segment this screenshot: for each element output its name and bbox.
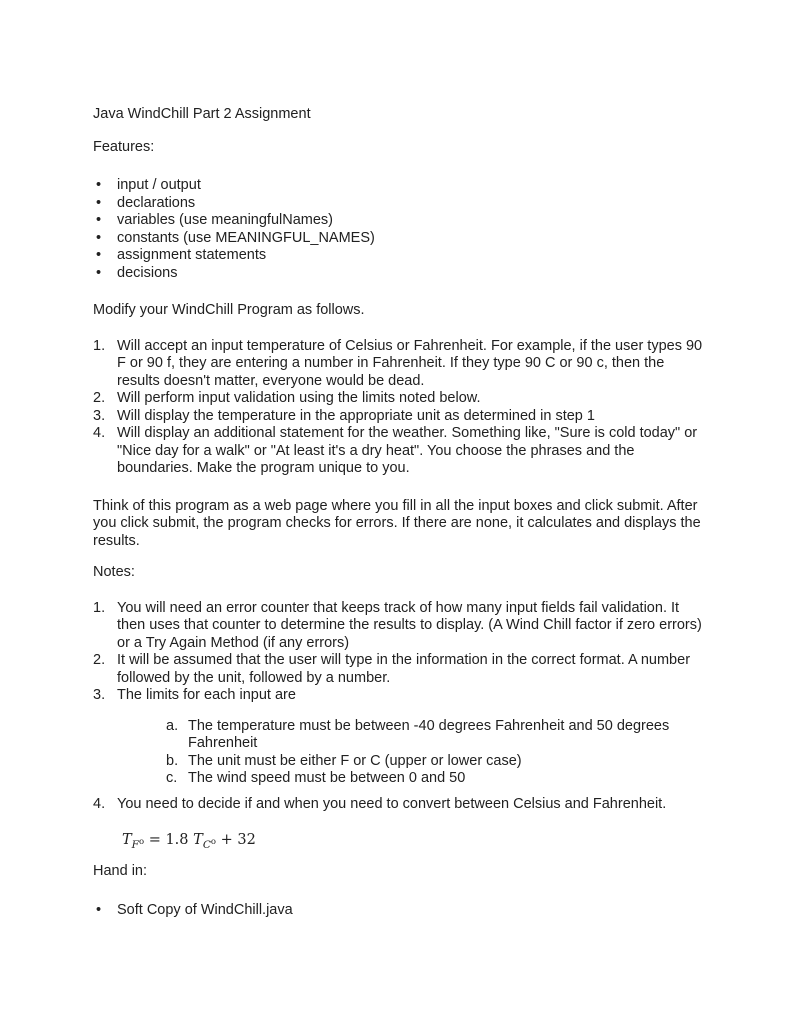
list-item [93,687,703,705]
modify-list [93,338,703,478]
list-item-text: The limits for each input are [117,687,296,703]
limits-sub-list [166,718,703,788]
list-letter: c. [166,770,178,786]
body-paragraph: Think of this program as a web page where you fill in all the input boxes and click submit. After you click submit, the program checks for errors. If there are none, it calculates and displays the results. [93,497,701,549]
list-number: 4. [93,425,106,441]
bullet-icon: • [96,229,102,246]
list-item [166,770,703,788]
list-item [93,902,703,920]
list-item [93,652,703,687]
list-item-text: declarations [117,194,196,211]
list-item-text: input / output [117,177,201,193]
list-number: 3. [93,687,106,703]
list-item [93,425,703,478]
list-item-text: constants (use MEANINGFUL_NAMES) [117,229,375,246]
bullet-icon: • [96,264,102,281]
bullet-icon: • [96,901,102,918]
list-number: 2. [93,652,106,668]
list-letter: b. [166,752,179,769]
list-item-text: Soft Copy of WindChill.java [117,901,293,918]
formula-variable: T [122,832,132,848]
list-item [93,230,703,248]
list-item [93,338,703,391]
list-item [93,796,703,814]
bullet-icon: • [96,177,102,193]
handin-list [93,902,703,920]
list-item [93,247,703,265]
list-number: 1. [93,337,106,354]
list-number: 1. [93,599,106,616]
formula-operator: + 32 [220,832,256,848]
list-number: 3. [93,407,106,424]
list-item [93,600,703,653]
list-item [93,390,703,408]
list-item [93,265,703,283]
list-item-text: variables (use meaningfulNames) [117,212,333,228]
modify-heading: Modify your WindChill Program as follows. [93,302,365,318]
features-heading: Features: [93,138,155,155]
list-item [93,408,703,426]
list-item [166,753,703,771]
formula-subscript: Fo [131,836,145,851]
list-item-text: The temperature must be between -40 degrees Fahrenheit and 50 degrees Fahrenheit [188,717,670,751]
bullet-icon: • [96,194,102,211]
notes-list [93,600,703,814]
conversion-formula [122,831,703,849]
list-item-text: Will display an additional statement for the weather. Something like, "Sure is cold today" or "Nice day for a walk" or "At least it's a dry heat". You choose the phrases and the boundaries. Make the program unique to you. [117,425,698,476]
list-number: 4. [93,795,106,812]
list-item-text: assignment statements [117,247,267,263]
formula-subscript: Co [202,836,216,851]
list-item-text: You need to decide if and when you need to convert between Celsius and Fahrenheit. [117,795,667,812]
list-item-text: decisions [117,264,178,281]
list-letter: a. [166,717,179,734]
bullet-icon: • [96,212,102,228]
features-list [93,177,703,282]
list-item-text: Will accept an input temperature of Celsius or Fahrenheit. For example, if the user types 90 F or 90 f, they are entering a number in Fahrenheit. If they type 90 C or 90 c, then the results doesn't matter, everyone would be dead. [117,337,703,389]
formula-operator: = 1.8 [148,832,189,848]
list-item [93,177,703,195]
list-item-text: Will display the temperature in the appropriate unit as determined in step 1 [117,407,595,424]
list-item-text: The unit must be either F or C (upper or lower case) [188,752,522,769]
list-item [93,212,703,230]
handin-heading: Hand in: [93,863,148,879]
list-item [93,195,703,213]
list-item-text: Will perform input validation using the limits noted below. [117,390,481,406]
notes-heading: Notes: [93,564,135,580]
list-item-text: The wind speed must be between 0 and 50 [188,770,466,786]
list-number: 2. [93,390,106,406]
document-title: Java WindChill Part 2 Assignment [93,106,311,122]
list-item-text: You will need an error counter that keeps track of how many input fields fail validation. It then uses that counter to determine the results to display. (A Wind Chill factor if zero errors) or a Try Again Method (if any errors) [117,599,702,651]
bullet-icon: • [96,247,102,263]
formula-variable: T [193,832,203,848]
list-item [166,718,703,753]
list-item-text: It will be assumed that the user will type in the information in the correct format. A number followed by the unit, followed by a number. [117,652,691,686]
